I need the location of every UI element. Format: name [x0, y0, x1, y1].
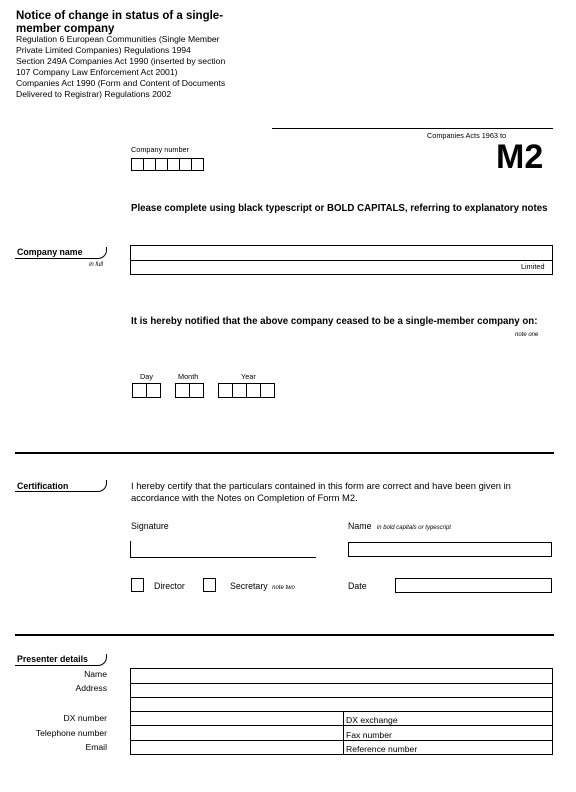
- header-rule: [272, 128, 553, 129]
- legal-reference-line: Private Limited Companies) Regulations 1994: [16, 45, 191, 56]
- form-title: Notice of change in status of a single- member company: [16, 10, 224, 35]
- certification-tab-label: Certification: [17, 481, 69, 491]
- company-name-note: in full: [89, 262, 104, 268]
- year-input[interactable]: [218, 383, 275, 398]
- date-label: Date: [348, 581, 367, 591]
- legal-references: [16, 34, 256, 101]
- reference-number-label: Reference number: [346, 744, 418, 754]
- secretary-label: Secretary note two: [230, 581, 295, 591]
- acts-label: Companies Acts 1963 to: [427, 131, 507, 140]
- email-field[interactable]: [131, 740, 342, 754]
- legal-reference-line: Regulation 6 European Communities (Single Member: [16, 34, 220, 44]
- note-two: note two: [272, 585, 295, 591]
- legal-reference-line: 107 Company Law Enforcement Act 2001): [16, 67, 178, 78]
- email-label: Email: [85, 742, 107, 752]
- name-field[interactable]: [348, 542, 552, 557]
- telephone-field[interactable]: [131, 725, 342, 739]
- director-checkbox[interactable]: [131, 578, 144, 592]
- signature-label: Signature: [131, 521, 169, 531]
- limited-suffix: Limited: [521, 262, 545, 271]
- dx-exchange-label: DX exchange: [346, 715, 398, 725]
- company-number-input[interactable]: [131, 158, 204, 171]
- dx-number-field[interactable]: [131, 711, 342, 724]
- date-field[interactable]: [395, 578, 552, 593]
- presenter-address-field[interactable]: [131, 683, 552, 710]
- instructions: Please complete using black typescript or BOLD CAPITALS, referring to explanatory notes: [131, 203, 548, 214]
- telephone-label: Telephone number: [35, 728, 107, 738]
- company-number-label: Company number: [131, 145, 189, 154]
- presenter-name-label: Name: [84, 669, 107, 679]
- director-label: Director: [154, 581, 185, 591]
- day-label: Day: [140, 372, 153, 381]
- legal-reference-line: Section 249A Companies Act 1990 (inserted by section: [16, 56, 226, 67]
- legal-reference-line: Companies Act 1990 (Form and Content of Documents: [16, 78, 226, 89]
- name-label: Name in bold capitals or typescript: [348, 521, 451, 531]
- secretary-checkbox[interactable]: [203, 578, 216, 592]
- presenter-tab-label: Presenter details: [17, 654, 88, 664]
- certification-text: I hereby certify that the particulars contained in this form are correct and have been given in accordance with the Notes on Completion of Form M2.: [131, 480, 511, 503]
- presenter-name-field[interactable]: [131, 669, 552, 682]
- year-label: Year: [241, 372, 256, 381]
- legal-reference-line: Delivered to Registrar) Regulations 2002: [16, 89, 172, 100]
- section-divider: [15, 452, 554, 454]
- form-code: M2: [496, 138, 544, 176]
- note-one: note one: [515, 332, 539, 338]
- month-input[interactable]: [175, 383, 204, 398]
- name-note: in bold capitals or typescript: [376, 525, 451, 531]
- dx-number-label: DX number: [63, 713, 107, 723]
- notice-text: It is hereby notified that the above company ceased to be a single-member company on:: [131, 316, 538, 327]
- section-divider: [15, 634, 554, 636]
- company-name-field[interactable]: [130, 245, 553, 275]
- signature-field[interactable]: [130, 541, 316, 558]
- company-name-tab-label: Company name: [17, 247, 83, 257]
- day-input[interactable]: [132, 383, 161, 398]
- month-label: Month: [178, 372, 199, 381]
- presenter-address-label: Address: [75, 683, 107, 693]
- fax-number-label: Fax number: [346, 730, 392, 740]
